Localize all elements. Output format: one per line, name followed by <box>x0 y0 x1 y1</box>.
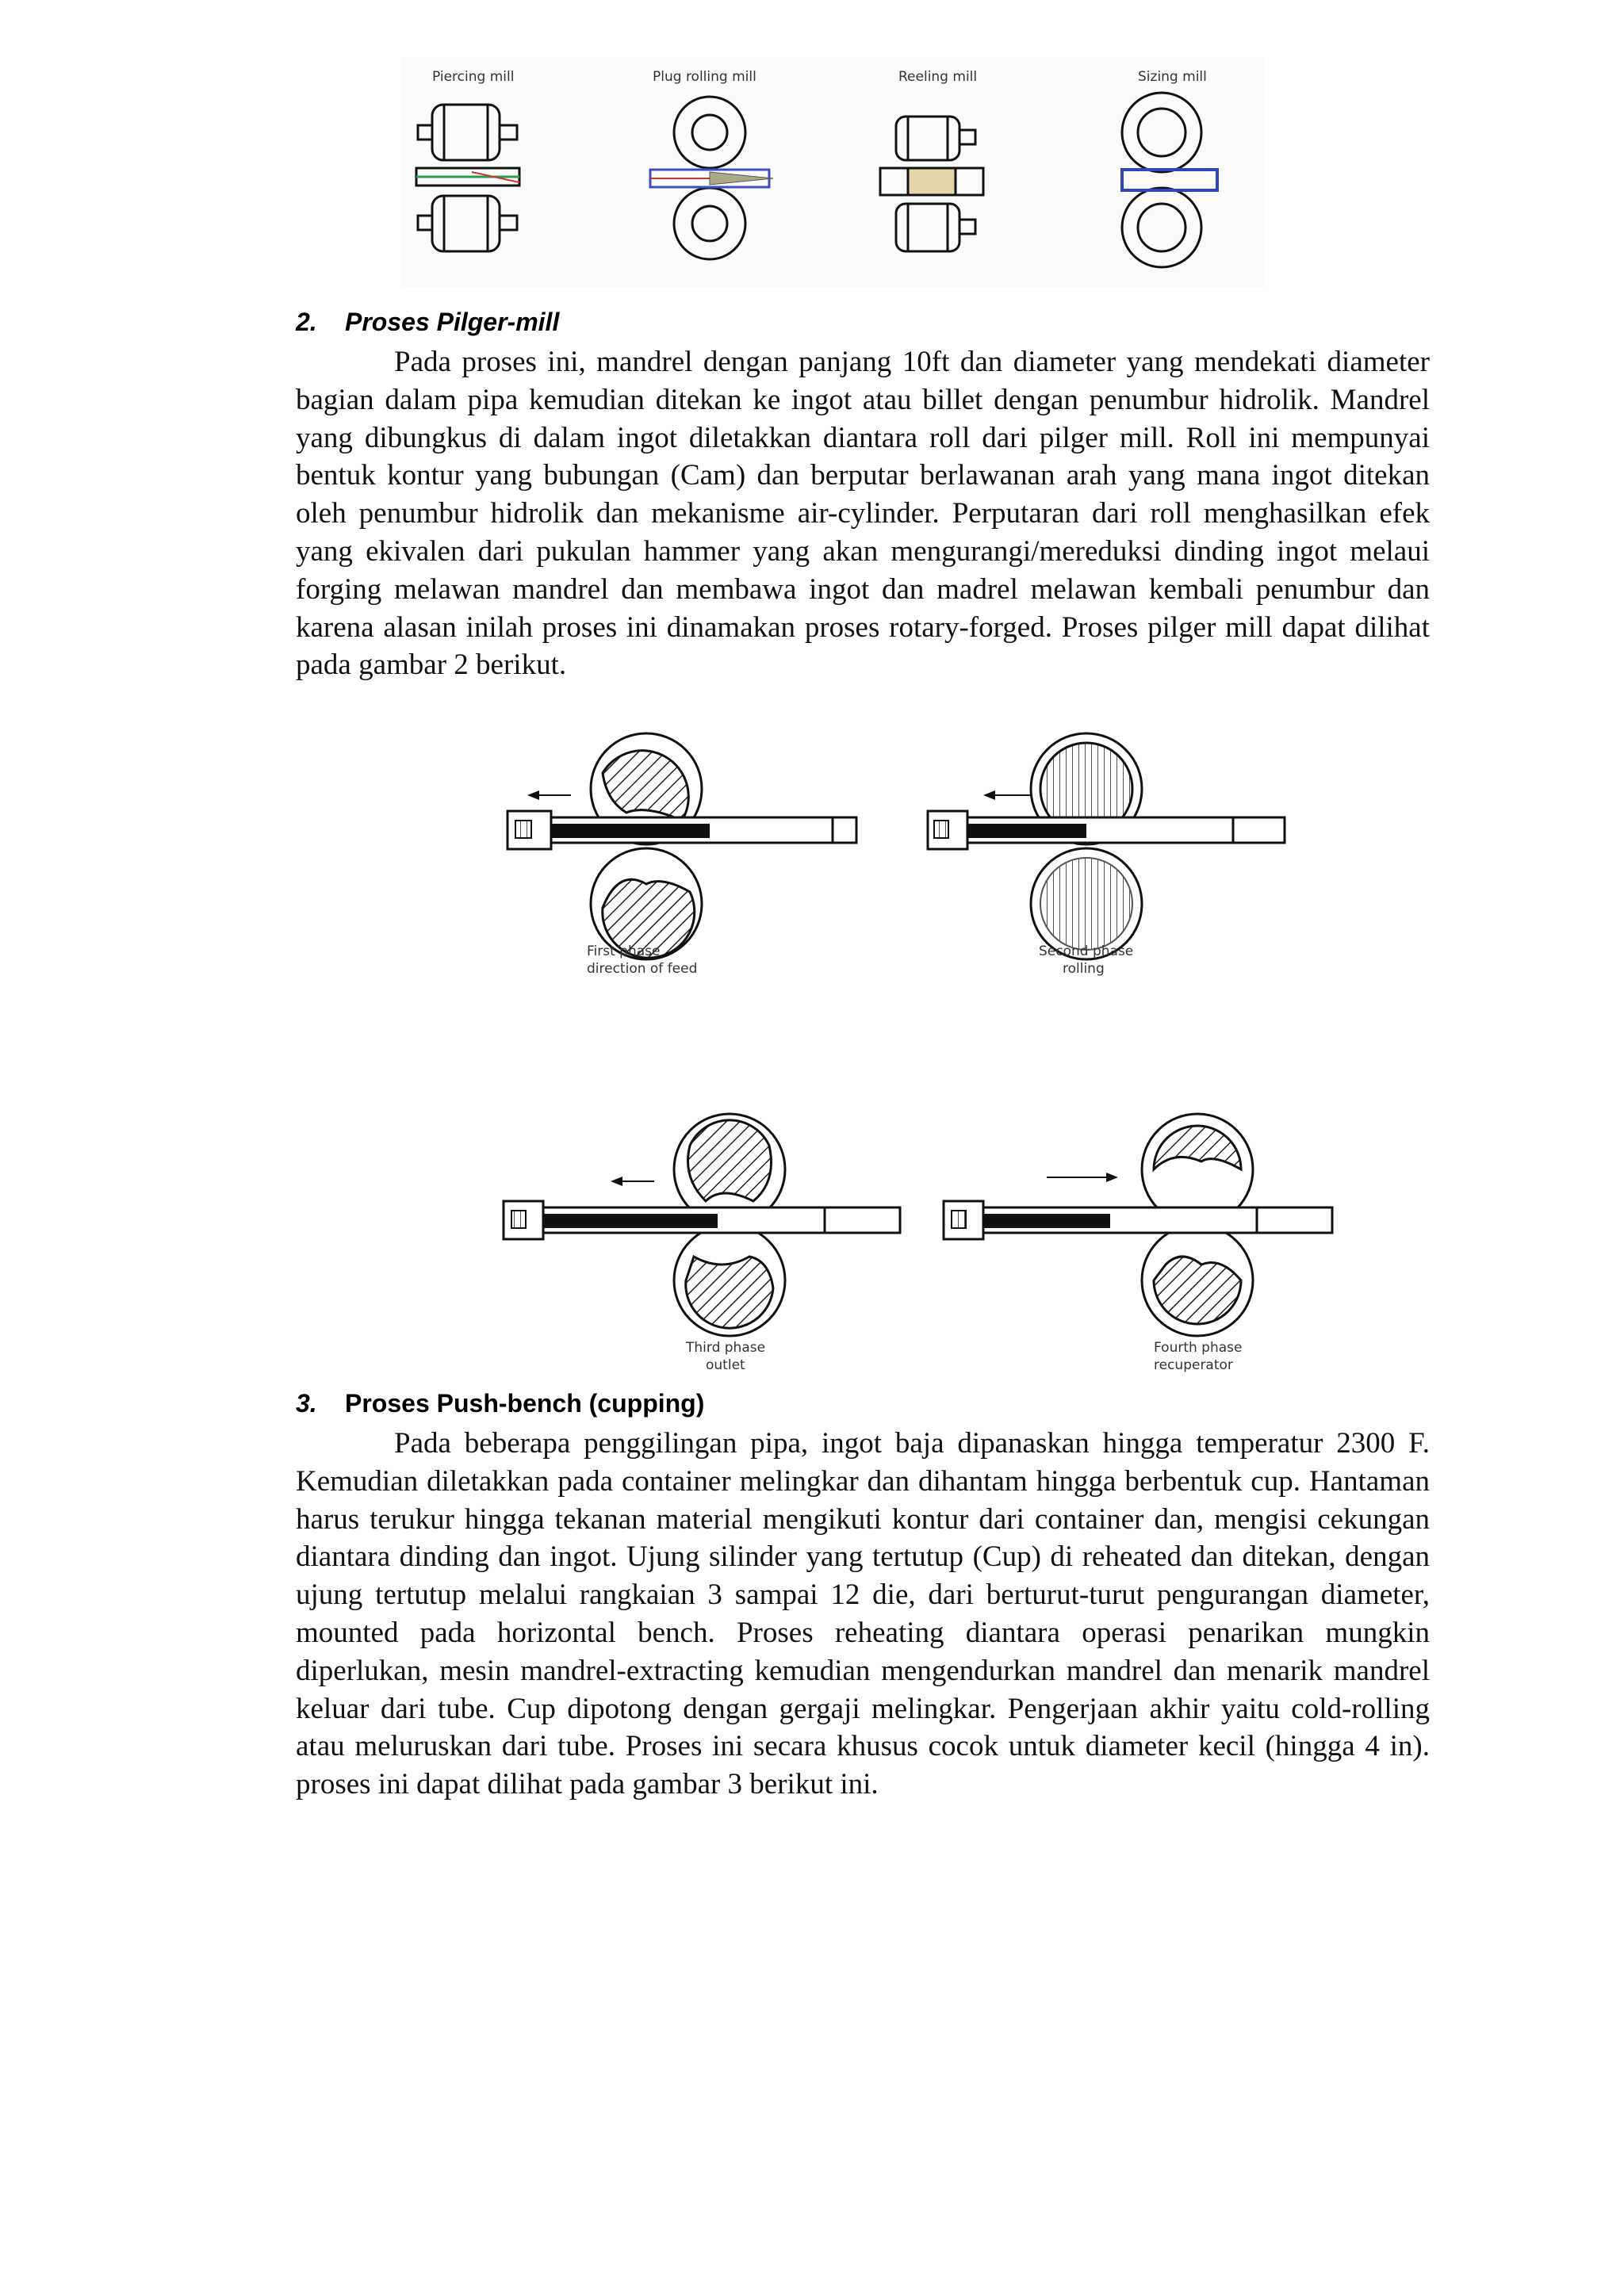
label-piercing-mill: Piercing mill <box>432 69 515 85</box>
phase-4-caption-line2: recuperator <box>1154 1357 1233 1373</box>
figure-pilger-phases <box>476 725 1348 1395</box>
label-plug-rolling-mill: Plug rolling mill <box>653 69 756 85</box>
section-2-number: 2. <box>296 308 317 336</box>
section-2-heading <box>296 308 559 337</box>
phase-2-sketch <box>928 733 1285 977</box>
phase-4-caption-line1: Fourth phase <box>1154 1340 1243 1356</box>
section-2-title: Proses Pilger-mill <box>345 308 560 336</box>
section-3-paragraph <box>296 1425 1430 1804</box>
section-3-text: Pada beberapa penggilingan pipa, ingot baja dipanaskan hingga temperatur 2300 F. Kemudian diletakkan pada container melingkar dan dihantam hingga berbentuk cup. Hantaman harus terukur hingga tekanan material mengikuti kontur dari container dan, mengisi cekungan diantara dinding dan ingot. Ujung silinder yang tertutup (Cup) di reheated dan ditekan, dengan ujung tertutup melalui rangkaian 3 sampai 12 die, dari berturut-turut pengurangan diameter, mounted pada horizontal bench. Proses reheating diantara operasi penarikan mungkin diperlukan, mesin mandrel-extracting kemudian mengendurkan mandrel dan menarik mandrel keluar dari tube. Cup dipotong dengan gergaji melingkar. Pengerjaan akhir yaitu cold-rolling atau meluruskan dari tube. Proses ini secara khusus cocok untuk diameter kecil (hingga 4 in). proses ini dapat dilihat pada gambar 3 berikut ini. <box>296 1427 1430 1801</box>
section-3-number: 3. <box>296 1389 317 1418</box>
label-sizing-mill: Sizing mill <box>1138 69 1207 85</box>
phase-4-sketch <box>944 1114 1332 1373</box>
section-3-heading <box>296 1389 704 1418</box>
phase-1-caption-line2: direction of feed <box>587 961 698 977</box>
section-2-paragraph <box>296 343 1430 684</box>
figure-mills-diagram <box>400 57 1265 287</box>
phase-2-caption-line1: Second phase <box>1039 943 1134 959</box>
section-3-title: Proses Push-bench (cupping) <box>345 1389 705 1418</box>
phase-1-caption-line1: First phase <box>587 943 661 959</box>
section-2-text: Pada proses ini, mandrel dengan panjang 10ft dan diameter yang mendekati diameter bagian dalam pipa kemudian ditekan ke ingot atau billet dengan penumbur hidrolik. Mandrel yang dibungkus di dalam ingot diletakkan diantara roll dari pilger mill. Roll ini mempunyai bentuk kontur yang bubungan (Cam) dan berputar berlawanan arah yang mana ingot ditekan oleh penumbur hidrolik dan mekanisme air-cylinder. Perputaran dari roll menghasilkan efek yang ekivalen dari pukulan hammer yang akan mengurangi/mereduksi dinding ingot melaui forging melawan mandrel dan membawa ingot dan madrel melawan kembali penumbur dan karena alasan inilah proses ini dinamakan proses rotary-forged. Proses pilger mill dapat dilihat pada gambar 2 berikut. <box>296 346 1430 682</box>
phase-3-caption-line1: Third phase <box>686 1340 766 1356</box>
phase-1-sketch <box>508 733 856 977</box>
phase-2-caption-line2: rolling <box>1063 961 1105 977</box>
phase-3-caption-line2: outlet <box>706 1357 745 1373</box>
phase-3-sketch <box>504 1114 900 1373</box>
label-reeling-mill: Reeling mill <box>898 69 978 85</box>
